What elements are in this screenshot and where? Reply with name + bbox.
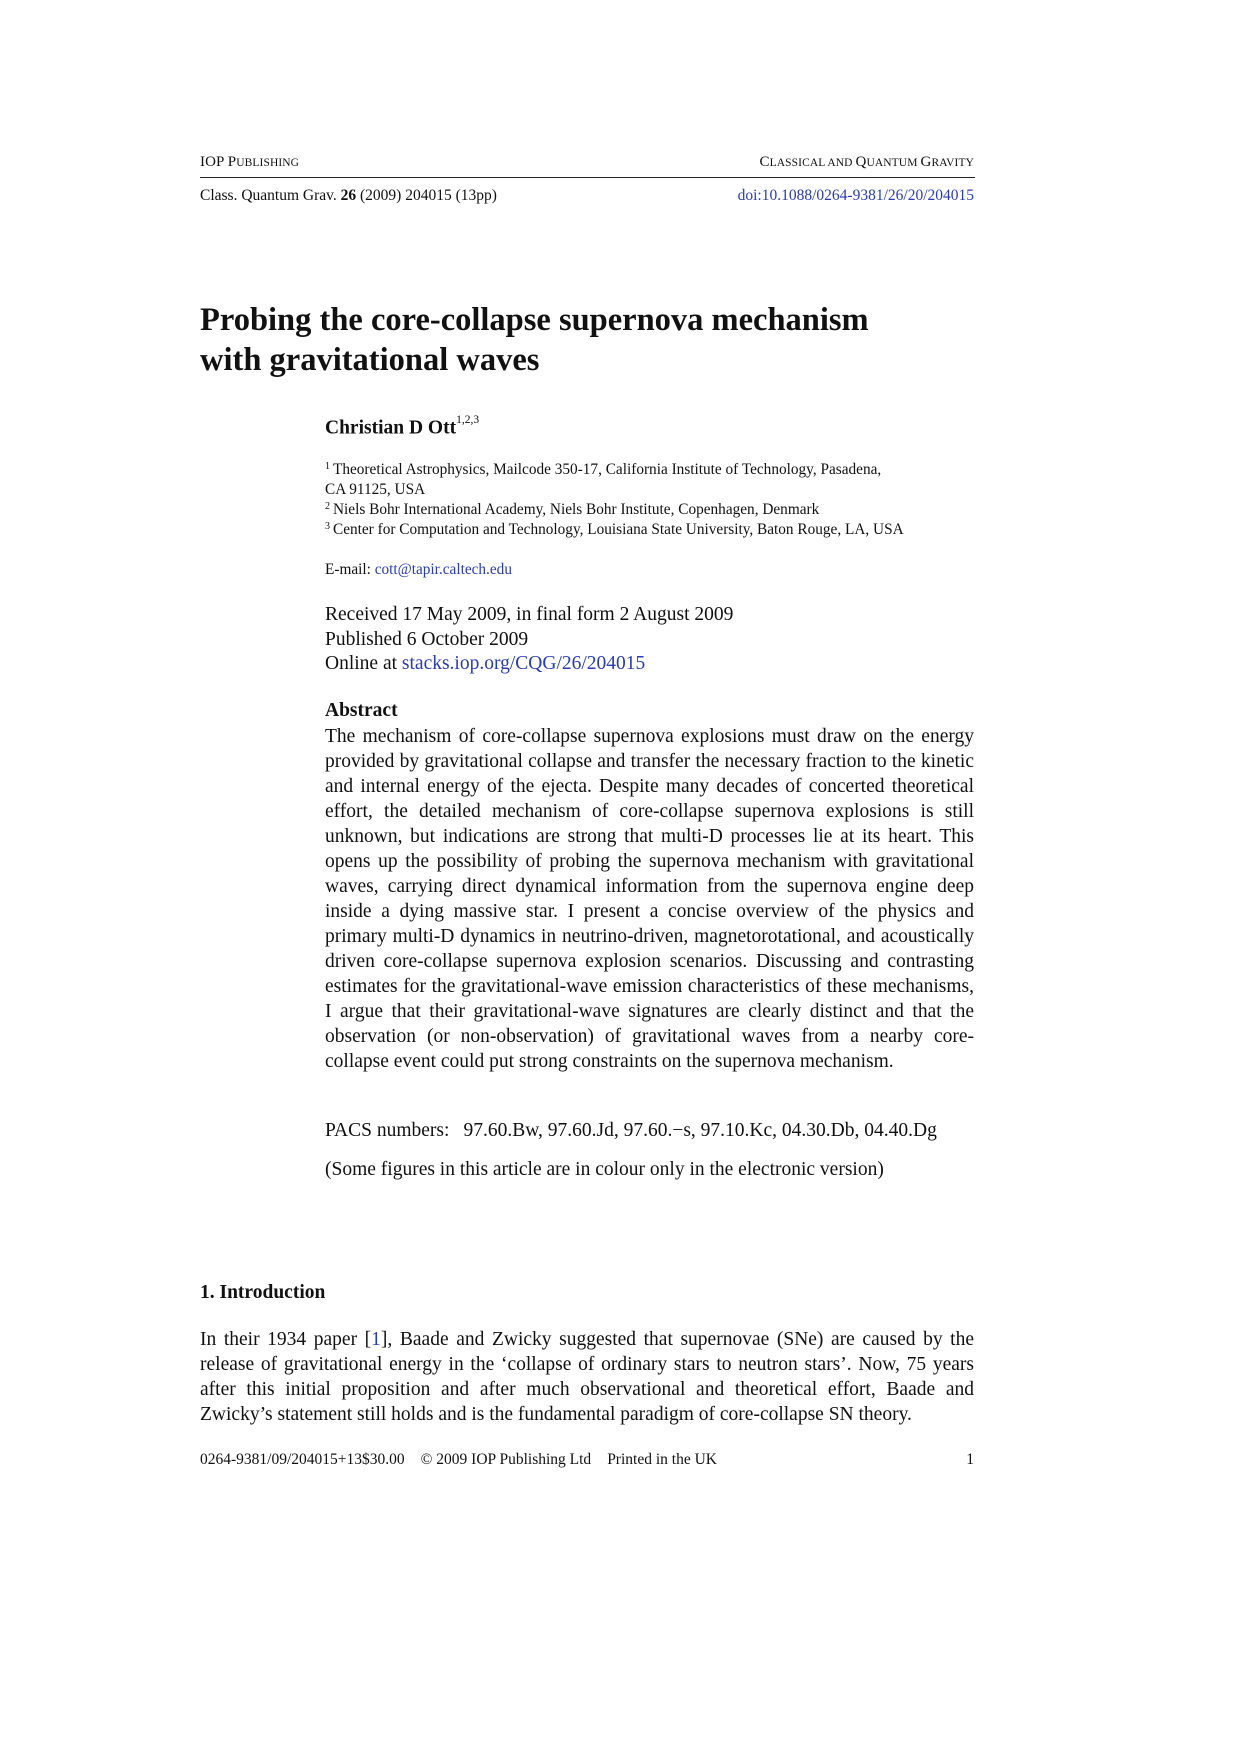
author-affiliation-marks: 1,2,3 [456,414,480,426]
affiliation-3: $^3$ Center for Computation and Technology, Louisiana State University, Baton Rouge, LA, USA [325,521,904,538]
pacs-values: 97.60.Bw, 97.60.Jd, 97.60.−s, 97.10.Kc, 04.30.Db, 04.40.Dg [463,1120,937,1141]
page-number: 1 [966,1451,974,1468]
journal-name: CLASSICAL AND QUANTUM GRAVITY [759,154,974,170]
paper-title [200,300,960,380]
section-heading: 1. Introduction [200,1282,326,1303]
footer-code: 0264-9381/09/204015+13$30.00 [200,1451,405,1468]
email-line [325,561,512,579]
doi-link[interactable]: doi:10.1088/0264-9381/26/20/204015 [737,187,974,204]
header-rule [200,177,975,178]
email-link[interactable]: cott@tapir.caltech.edu [374,561,512,578]
colour-note: (Some figures in this article are in colour only in the electronic version) [325,1159,884,1180]
pacs-numbers [325,1120,975,1142]
author [325,414,480,440]
published-date: Published 6 October 2009 [325,629,529,650]
title-line-2: with gravitational waves [200,342,540,378]
affiliation-2: $^2$ Niels Bohr International Academy, Niels Bohr Institute, Copenhagen, Denmark [325,501,820,518]
citation: Class. Quantum Grav. 26 (2009) 204015 (13pp) [200,187,497,204]
email-label: E-mail: [325,561,371,578]
publisher-name: IOP PUBLISHING [200,154,300,170]
abstract-text: The mechanism of core-collapse supernova explosions must draw on the energy provided by gravitational collapse and transfer the necessary fraction to the kinetic and internal energy of the ejecta. Despite many decades of concerted theoretical effort, the detailed mechanism of core-collapse supernova explosions is still unknown, but indications are strong that multi-D processes lie at its heart. This opens up the possibility of probing the supernova mechanism with gravitational waves, carrying direct dynamical information from the supernova engine deep inside a dying massive star. I present a concise overview of the physics and primary multi-D dynamics in neutrino-driven, magnetorotational, and acoustically driven core-collapse supernova explosion scenarios. Discussing and contrasting estimates for the gravitational-wave emission characteristics of these mechanisms, I argue that their gravitational-wave signatures are clearly distinct and that the observation (or non-observation) of gravitational waves from a nearby core-collapse event could put strong constraints on the supernova mechanism. [325,726,974,1072]
pacs-label: PACS numbers: [325,1120,450,1141]
footer-copyright: © 2009 IOP Publishing Ltd [420,1451,592,1468]
online-link[interactable]: stacks.iop.org/CQG/26/204015 [401,653,646,674]
received-date: Received 17 May 2009, in final form 2 August 2009 [325,604,734,625]
affiliation-1: $^1$ Theoretical Astrophysics, Mailcode 350-17, California Institute of Technology, Pasadena, CA 91125, USA [325,461,882,498]
title-line-1: Probing the core-collapse supernova mechanism [200,302,869,338]
footer [200,1451,733,1469]
author-name: Christian D Ott [325,417,457,439]
abstract-heading: Abstract [325,700,398,721]
online-line: Online at stacks.iop.org/CQG/26/204015 [325,653,646,674]
intro-paragraph: In their 1934 paper [1], Baade and Zwicky suggested that supernovae (SNe) are caused by the release of gravitational energy in the ‘collapse of ordinary stars to neutron stars’. Now, 75 years after this initial proposition and after much observational and theoretical effort, Baade and Zwicky’s statement still holds and is the fundamental paradigm of core-collapse SN theory. [200,1329,974,1425]
footer-printed: Printed in the UK [607,1451,717,1468]
reference-link[interactable]: 1 [371,1329,381,1350]
